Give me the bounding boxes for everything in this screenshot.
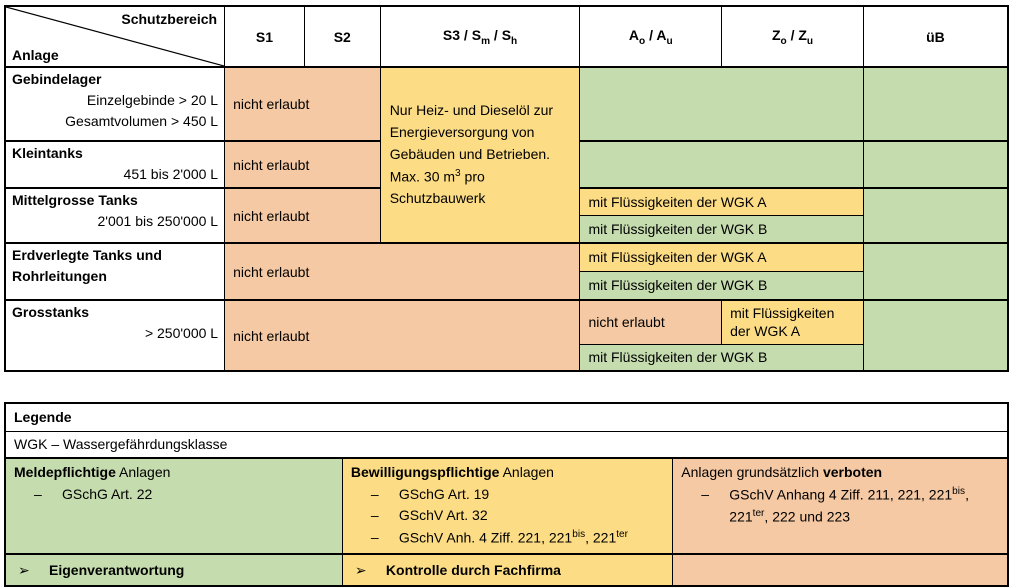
footer-text: Eigenverantwortung: [49, 561, 185, 578]
row-erdverlegte: [5, 243, 1008, 271]
cell-mittelgrosse-ueb: [863, 188, 1008, 243]
anlage-cell-grosstanks: [5, 300, 225, 371]
footer-kontrolle-fachfirma: [342, 554, 672, 586]
row-detail: 2'001 bis 250'000 L: [97, 213, 219, 229]
cell-grosstanks-wgk-b: mit Flüssigkeiten der WGK B: [580, 344, 864, 371]
col-header-ueb: üB: [863, 6, 1008, 67]
col-header-zo-zu: $Z_o / Z_u$: [722, 6, 864, 67]
list-item-text: GSchV Anh. 4 Ziff. 221, $221^{bis}$, $221^{ter}$: [398, 529, 629, 546]
footer-eigenverantwortung: [5, 554, 342, 586]
cell-gebindelager-s1-s2: nicht erlaubt: [225, 67, 381, 141]
row-title: Mittelgrosse Tanks: [12, 192, 138, 208]
list-item: [14, 484, 334, 506]
dash-bullet: –: [370, 485, 379, 502]
legend-cards-row: [5, 458, 1008, 554]
cell-grosstanks-zo-wgk-a: mit Flüssigkeiten der WGK A: [722, 300, 864, 344]
col-header-s1: S1: [225, 6, 305, 67]
footer-empty-cell: [673, 554, 1008, 586]
legend-wgk-definition: WGK – Wassergefährdungsklasse: [5, 431, 1008, 458]
dash-bullet: –: [34, 485, 42, 502]
cell-gebindelager-a-z: [580, 67, 864, 141]
dash-bullet: –: [370, 507, 379, 524]
col-header-ao-au: $A_o / A_u$: [580, 6, 722, 67]
card-heading: Meldepflichtige Anlagen: [14, 464, 171, 480]
list-item: [681, 484, 999, 529]
matrix-header-row: [5, 6, 1008, 67]
cell-mittelgrosse-s1-s2: nicht erlaubt: [225, 188, 381, 243]
cell-kleintanks-a-z: [580, 141, 864, 188]
cell-mittelgrosse-wgk-a: mit Flüssigkeiten der WGK A: [580, 188, 864, 215]
cell-kleintanks-s1-s2: nicht erlaubt: [225, 141, 381, 188]
cell-erdverlegte-wgk-a: mit Flüssigkeiten der WGK A: [580, 243, 864, 271]
list-item-text: GSchV Anhang 4 Ziff. 211, 221, $221^{bis}$, $221^{ter}$, 222 und 223: [729, 485, 969, 525]
cell-gebindelager-ueb: [863, 67, 1008, 141]
cell-grosstanks-ueb: [863, 300, 1008, 371]
row-detail: 451 bis 2'000 L: [123, 166, 219, 182]
legend-footer-row: [5, 554, 1008, 586]
cell-erdverlegte-ueb: [863, 243, 1008, 300]
col-header-s3-sm-sh: $S3 / S_m / S_h$: [380, 6, 580, 67]
cell-erdverlegte-s1-s3: nicht erlaubt: [225, 243, 580, 300]
list-item: [351, 505, 664, 527]
legend-wgk-row: [5, 431, 1008, 458]
list-item-text: GSchG Art. 22: [62, 485, 153, 502]
corner-cell: [5, 6, 225, 67]
schutzbereich-matrix-table: [4, 5, 1009, 372]
corner-label-anlage: Anlage: [12, 47, 59, 63]
row-title: Kleintanks: [12, 145, 83, 161]
row-grosstanks: [5, 300, 1008, 344]
list-item: [351, 527, 664, 549]
list-item-text: GSchG Art. 19: [398, 485, 490, 502]
row-detail: Gesamtvolumen > 450 L: [65, 113, 219, 129]
card-heading: Bewilligungspflichtige Anlagen: [350, 464, 554, 480]
anlage-cell-kleintanks: [5, 141, 225, 188]
row-title: Grosstanks: [12, 304, 90, 320]
cell-grosstanks-s1-s3: nicht erlaubt: [225, 300, 580, 371]
cell-erdverlegte-wgk-b: mit Flüssigkeiten der WGK B: [580, 271, 864, 300]
dash-bullet: –: [701, 485, 710, 502]
corner-label-schutzbereich: Schutzbereich: [121, 11, 218, 27]
row-detail: Einzelgebinde > 20 L: [86, 92, 219, 108]
arrow-bullet-icon: ➢: [18, 561, 30, 578]
col-header-s2: S2: [304, 6, 380, 67]
legend-card-bewilligungspflichtig: [342, 458, 672, 554]
legend-card-meldepflichtig: [5, 458, 342, 554]
card-heading: Anlagen grundsätzlich verboten: [681, 464, 883, 480]
list-item: [351, 484, 664, 506]
dash-bullet: –: [370, 529, 379, 546]
row-title: Gebindelager: [12, 71, 102, 87]
list-item-text: GSchV Art. 32: [398, 507, 488, 524]
row-title: Erdverlegte Tanks und Rohrleitungen: [12, 247, 162, 284]
footer-text: Kontrolle durch Fachfirma: [385, 561, 561, 578]
legend-table: [4, 402, 1009, 587]
cell-grosstanks-ao: nicht erlaubt: [580, 300, 722, 344]
anlage-cell-erdverlegte: [5, 243, 225, 300]
row-detail: > 250'000 L: [144, 325, 219, 341]
anlage-cell-gebindelager: [5, 67, 225, 141]
legend-card-verboten: [673, 458, 1008, 554]
anlage-cell-mittelgrosse: [5, 188, 225, 243]
row-gebindelager: [5, 67, 1008, 141]
cell-s3-note: Nur Heiz- und Dieselöl zur Energieversorgung von Gebäuden und Betrieben. Max. 30 $m^3$ pro Schutzbauwerk: [380, 67, 580, 243]
arrow-bullet-icon: ➢: [354, 561, 367, 578]
cell-kleintanks-ueb: [863, 141, 1008, 188]
legend-title-row: [5, 403, 1008, 431]
cell-mittelgrosse-wgk-b: mit Flüssigkeiten der WGK B: [580, 215, 864, 243]
legend-title: Legende: [5, 403, 1008, 431]
